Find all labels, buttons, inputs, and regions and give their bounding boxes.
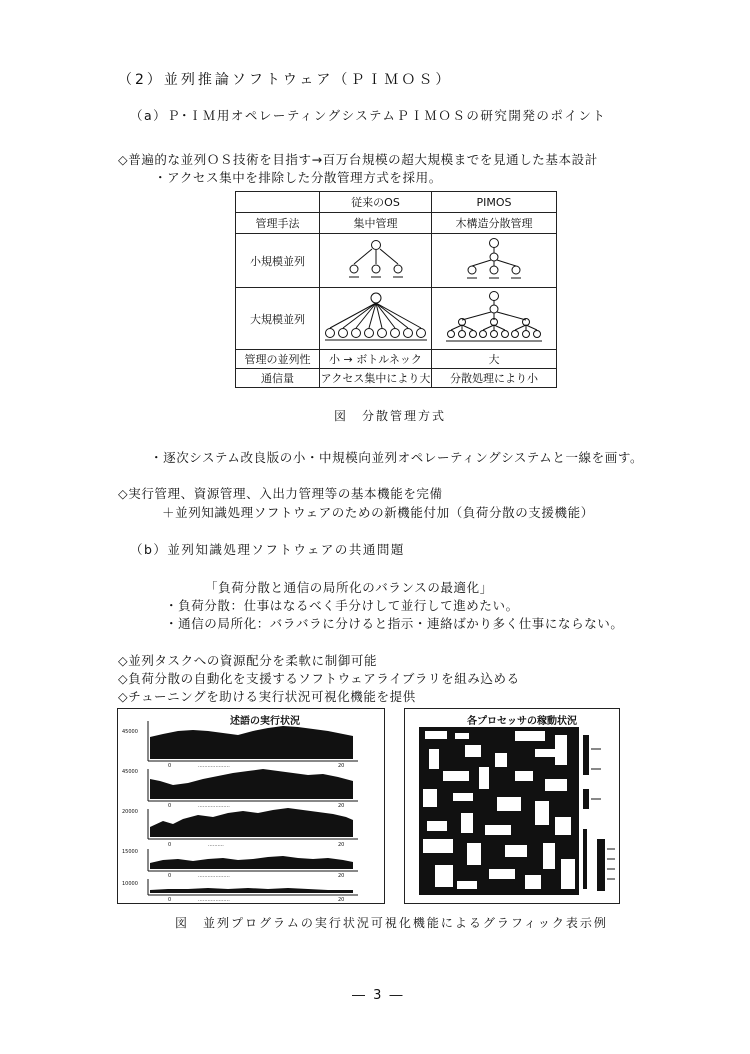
bullet-load-balancing: ・負荷分散：仕事はなるべく手分けして並行して進めたい。 [165,598,519,613]
predicate-execution-panel-title: 述語の実行状況 [230,716,300,727]
large-distributed-tree-diagram [432,288,557,350]
point3-main: ◇実行管理、資源管理、入出力管理等の基本機能を完備 [118,486,443,501]
point1-sub: ・アクセス集中を排除した分散管理方式を採用。 [154,170,442,185]
table-header-conventional: 従来のOS [320,192,432,213]
processor-utilization-panel [404,708,620,904]
svg-text:20: 20 [338,803,345,809]
svg-text:20: 20 [338,897,345,903]
svg-text:10000: 10000 [122,881,138,887]
bullet-communication-locality: ・通信の局所化：バラバラに分けると指示・連絡ばかり多く仕事にならない。 [165,616,624,631]
diamond-point-2: ◇負荷分散の自動化を支援するソフトウェアライブラリを組み込める [118,671,520,686]
row-comm-conventional: アクセス集中により大 [320,369,432,388]
point1-main: ◇普遍的な並列ＯＳ技術を目指す→百万台規模の超大規模までを見通した基本設計 [118,152,598,167]
diamond-point-3: ◇チューニングを助ける実行状況可視化機能を提供 [118,689,416,704]
svg-text:20: 20 [338,842,345,848]
page-number: ― 3 ― [352,988,405,1003]
processor-utilization-grid [405,709,619,903]
section-title: （2）並列推論ソフトウェア（ＰＩＭＯＳ） [118,72,453,88]
svg-text:20: 20 [338,873,345,879]
svg-text:15000: 15000 [122,849,138,855]
processor-utilization-panel-title: 各プロセッサの稼動状況 [467,716,577,727]
svg-text:20: 20 [338,763,345,769]
svg-text:0: 0 [168,803,172,809]
predicate-execution-histograms [118,709,384,903]
figure2-caption: 図 並列プログラムの実行状況可視化機能によるグラフィック表示例 [175,916,608,930]
svg-text:....................: .................... [198,897,230,903]
svg-text:0: 0 [168,763,172,769]
row-parallel-label: 管理の並列性 [236,350,320,369]
point3-sub: ＋並列知識処理ソフトウェアのための新機能付加（負荷分散の支援機能） [162,505,594,520]
point2: ・逐次システム改良版の小・中規模向並列オペレーティングシステムと一線を画す。 [150,450,644,465]
large-centralized-tree-diagram [320,288,432,350]
svg-text:20000: 20000 [122,809,138,815]
svg-text:..........: .......... [208,842,224,848]
row-comm-pimos: 分散処理により小 [432,369,557,388]
svg-text:45000: 45000 [122,729,138,735]
row-small-label: 小規模並列 [236,234,320,288]
small-centralized-tree-diagram [320,234,432,288]
row-method-pimos: 木構造分散管理 [432,213,557,234]
figure1-caption: 図 分散管理方式 [334,409,447,423]
predicate-execution-panel [117,708,385,904]
row-comm-label: 通信量 [236,369,320,388]
table-header-empty [236,192,320,213]
table-header-pimos: PIMOS [432,192,557,213]
svg-text:....................: .................... [198,873,230,879]
subsection-a-title: （a）Ｐ･ＩＭ用オペレーティングシステムＰＩＭＯＳの研究開発のポイント [130,108,607,123]
row-large-label: 大規模並列 [236,288,320,350]
diamond-point-1: ◇並列タスクへの資源配分を柔軟に制御可能 [118,653,378,668]
row-method-conventional: 集中管理 [320,213,432,234]
subsection-b-title: （b）並列知識処理ソフトウェアの共通問題 [130,542,405,557]
quote: 「負荷分散と通信の局所化のバランスの最適化」 [205,580,493,595]
row-parallel-pimos: 大 [432,350,557,369]
svg-text:45000: 45000 [122,769,138,775]
svg-text:0: 0 [168,842,172,848]
svg-text:....................: .................... [198,803,230,809]
svg-text:0: 0 [168,897,172,903]
svg-text:0: 0 [168,873,172,879]
small-distributed-tree-diagram [432,234,557,288]
row-parallel-conventional: 小 → ボトルネック [320,350,432,369]
row-method-label: 管理手法 [236,213,320,234]
svg-text:....................: .................... [198,763,230,769]
comparison-table [235,191,557,388]
